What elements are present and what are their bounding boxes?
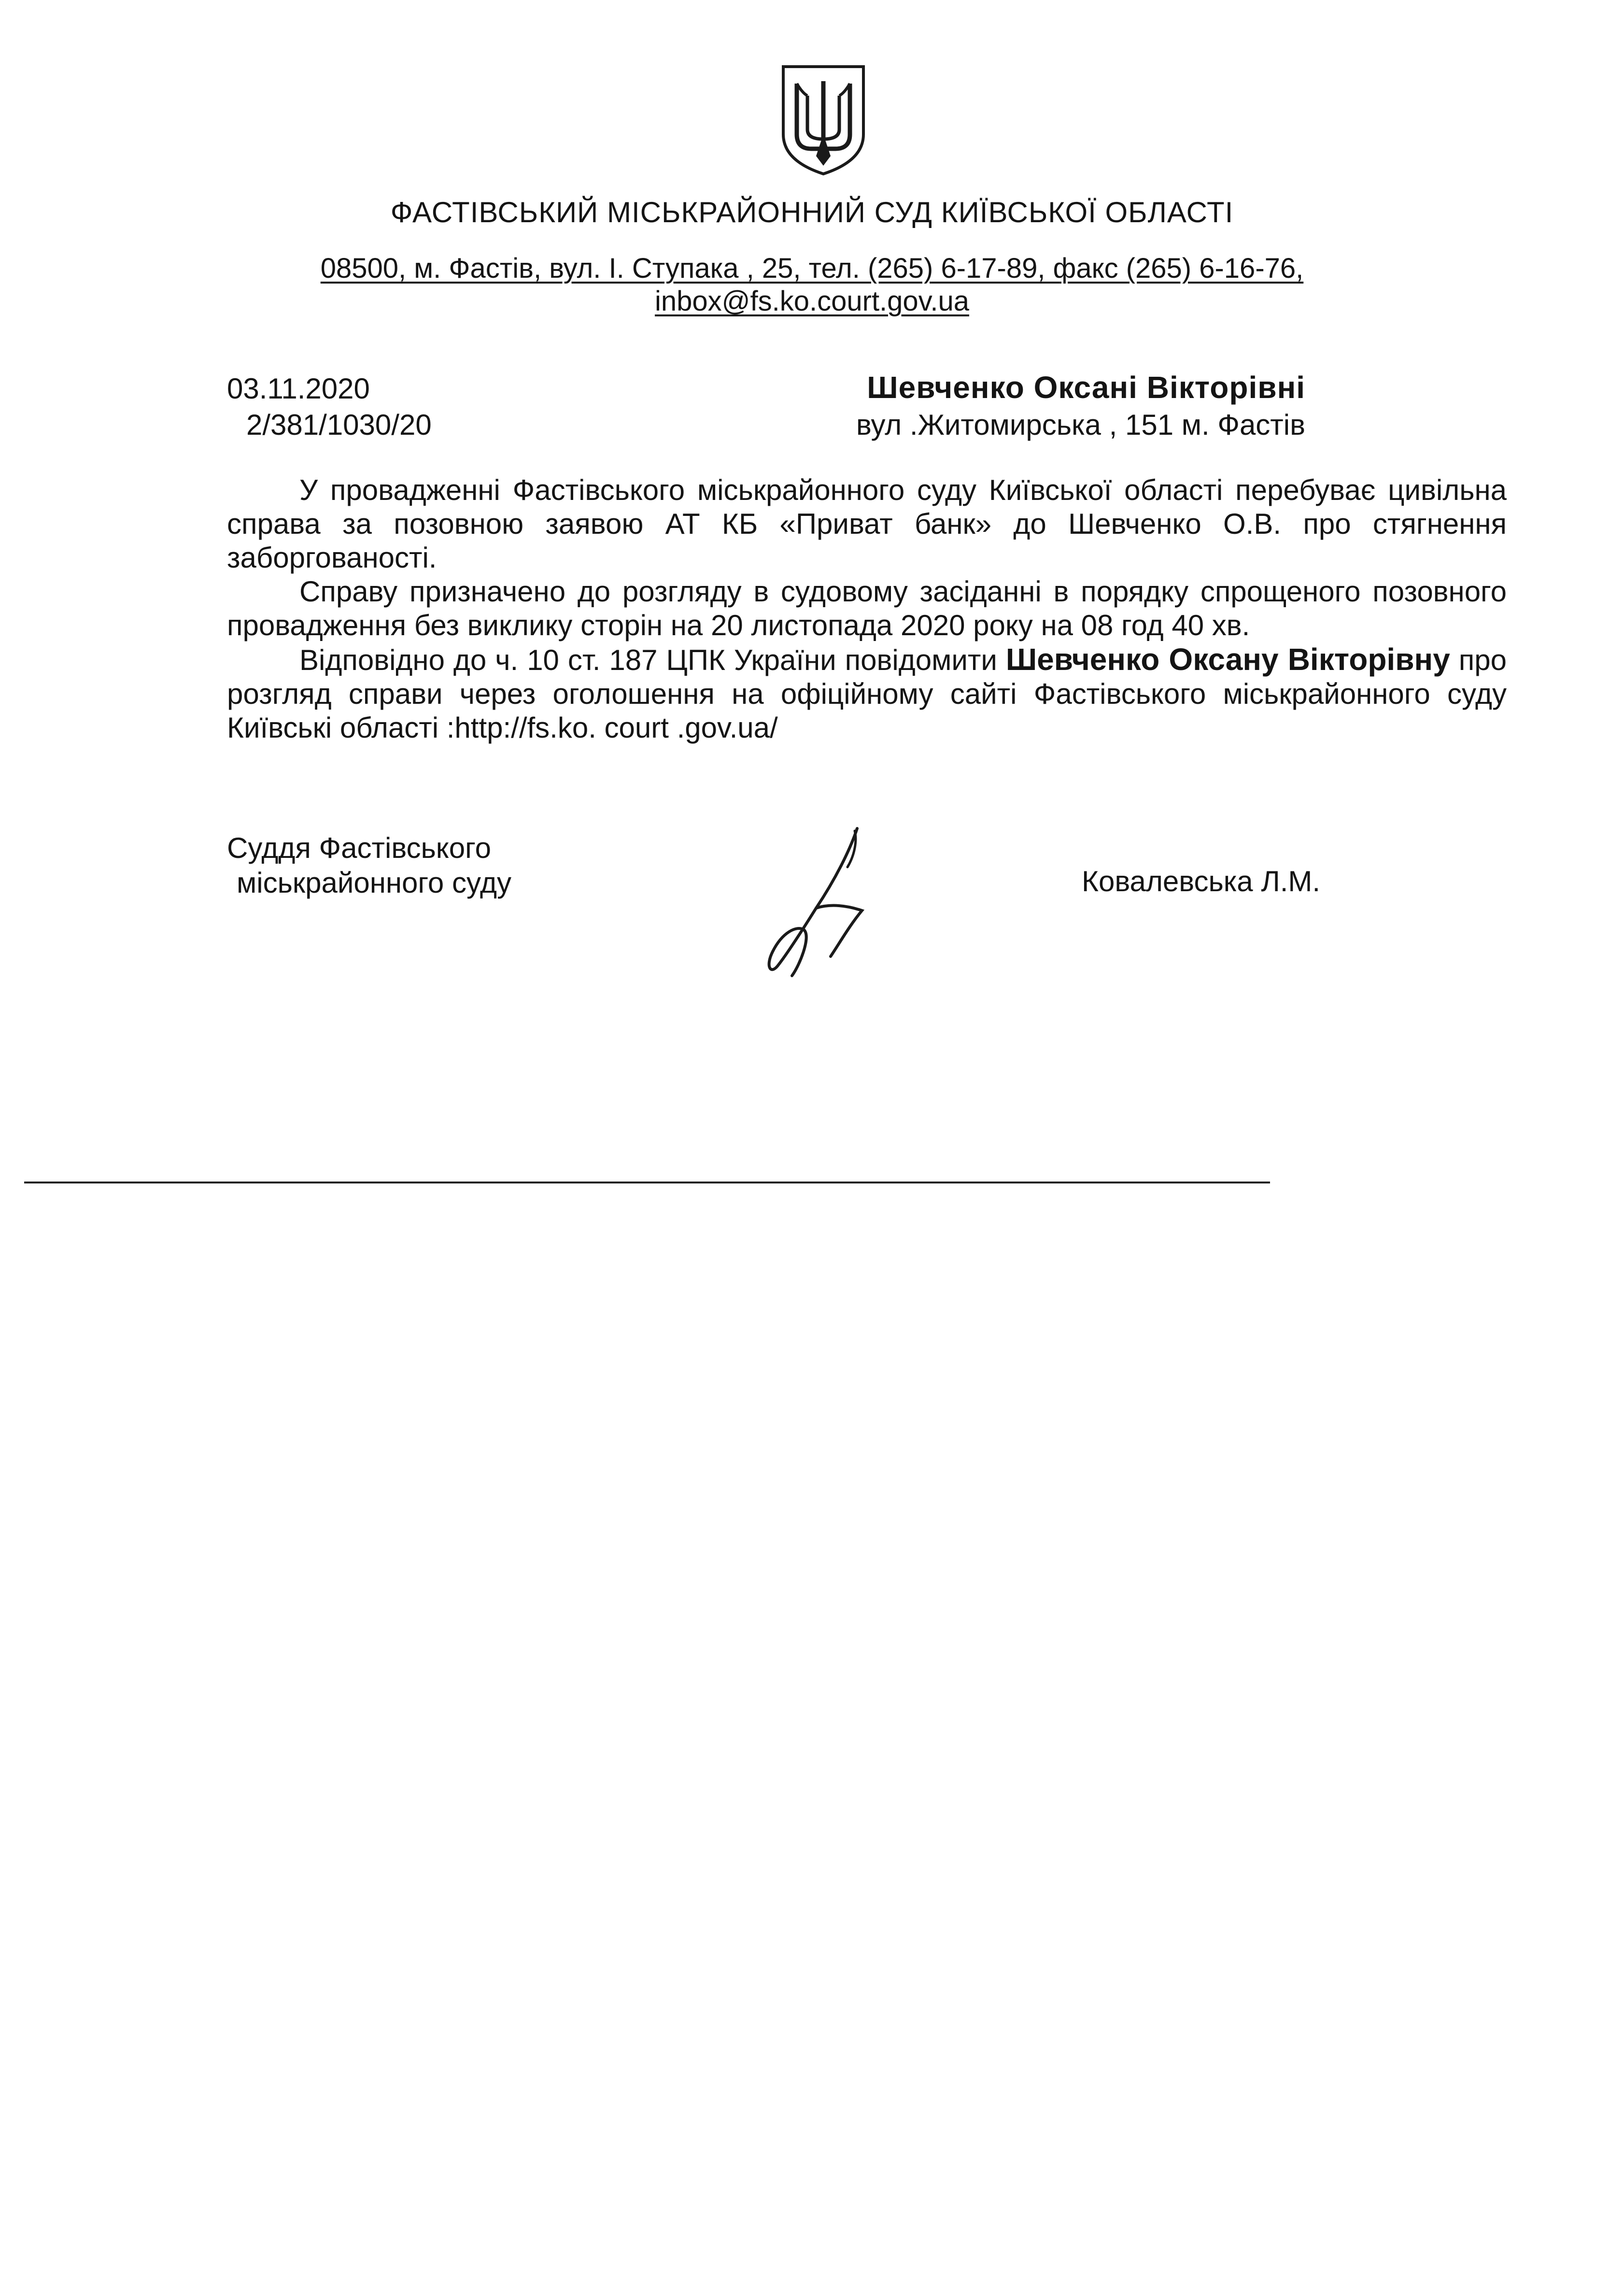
judge-position-line2: міськрайонного суду	[237, 867, 511, 899]
bottom-divider	[24, 1182, 1270, 1183]
court-address: 08500, м. Фастів, вул. І. Ступака , 25, тел. (265) 6-17-89, факс (265) 6-16-76,	[320, 253, 1304, 284]
notification-text-start: Відповідно до ч. 10 ст. 187 ЦПК України повідомити	[299, 644, 1006, 676]
court-email: inbox@fs.ko.court.gov.ua	[654, 285, 970, 317]
trident-emblem-icon	[777, 62, 869, 178]
letter-body	[227, 473, 1507, 745]
notification-text-end: про розгляд справи через оголошення на офіційному сайті Фастівського міськрайонного суду Київські області :http://fs.ko. court .gov.ua/	[227, 644, 1507, 744]
letter-date: 03.11.2020	[227, 372, 370, 405]
recipient-address: вул .Житомирська , 151 м. Фастів	[856, 409, 1305, 441]
paragraph-hearing-schedule: Справу призначено до розгляду в судовому засіданні в порядку спрощеного позовного провадження без виклику сторін на 20 листопада 2020 року на 08 год 40 хв.	[227, 575, 1507, 641]
handwritten-signature	[758, 821, 874, 981]
judge-position	[227, 831, 511, 900]
judge-name: Ковалевська Л.М.	[1082, 865, 1321, 897]
paragraph-notification	[227, 642, 1507, 745]
paragraph-case-info: У провадженні Фастівського міськрайонного суду Київської області перебуває цивільна справа за позовною заявою АТ КБ «Приват банк» до Шевченко О.В. про стягнення заборгованості.	[227, 474, 1507, 574]
notified-person-name: Шевченко Оксану Вікторівну	[1005, 642, 1450, 677]
judge-position-line1: Суддя Фастівського	[227, 832, 492, 864]
outgoing-number: 2/381/1030/20	[246, 409, 432, 441]
recipient-name: Шевченко Оксані Вікторівні	[867, 370, 1305, 405]
court-name-heading: ФАСТІВСЬКИЙ МІСЬКРАЙОННИЙ СУД КИЇВСЬКОЇ ОБЛАСТІ	[390, 196, 1234, 228]
